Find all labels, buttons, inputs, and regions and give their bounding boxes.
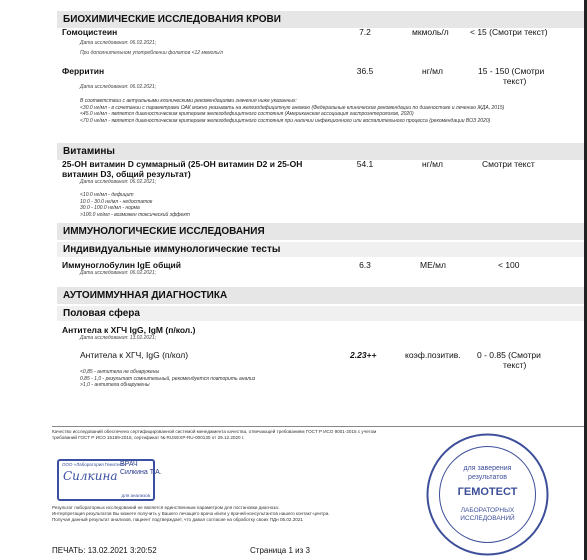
doctor-title: ВРАЧ (120, 461, 138, 468)
disclaimer (52, 505, 412, 523)
test-date-hcg: Дата исследования: 13.02.2021; (80, 335, 157, 341)
vitd-notes (80, 192, 190, 218)
subsection-autoimmune: Половая сфера (57, 306, 584, 321)
print-timestamp: ПЕЧАТЬ: 13.02.2021 3:20:52 (52, 546, 157, 555)
seal-sub-text: ЛАБОРАТОРНЫХ (460, 507, 515, 514)
section-header-biochem: БИОХИМИЧЕСКИЕ ИССЛЕДОВАНИЯ КРОВИ (57, 11, 584, 28)
test-ref-homocysteine: < 15 (Смотри текст) (470, 27, 548, 37)
ferritin-note: В соответствии с актуальными клиническими рекомендациями значения ниже указанных: (80, 98, 297, 104)
test-ref-hcg-igg-line1: 0 - 0.85 (Смотри (477, 350, 541, 360)
test-unit-ferritin: нг/мл (422, 66, 443, 76)
section-header-immuno: ИММУНОЛОГИЧЕСКИЕ ИССЛЕДОВАНИЯ (57, 223, 584, 240)
hcg-note: >1,0 - антитела обнаружены (80, 382, 150, 388)
vitd-note: >100.0 нг/мл - возможен токсический эффект (80, 211, 190, 218)
seal-top-text-2: результатов (468, 474, 507, 481)
test-value-ferritin: 36.5 (356, 66, 374, 76)
test-date-ige: Дата исследования: 06.02.2021; (80, 270, 157, 276)
test-group-name-hcg: Антитела к ХГЧ IgG, IgM (п/кол.) (62, 325, 196, 335)
ferritin-note: <30.0 нг/мл - в сочетании с параметрами ОАК можно указывать на железодефицитную анемию (Федеральные клинические рекомендации по диагностике и лечению ЖДА, 2015) (80, 104, 505, 111)
vitd-note: 30.0 - 100.0 нг/мл - норма (80, 205, 140, 211)
round-seal (425, 432, 550, 557)
quality-line: требований ГОСТ Р ИСО 15189-2015, сертификат № RUSEXP-RU-000130 от 29.12.2020 г. (52, 435, 245, 440)
doctor-signature-block (120, 461, 162, 477)
test-value-ige: 6.3 (359, 260, 371, 270)
hcg-note: 0,85 - 1,0 - результат сомнительный, рекомендуется повторить анализ (80, 375, 256, 382)
quality-line: Качество исследований обеспечено сертифицированной системой менеджмента качества, отвечающей требованиям ГОСТ Р ИСО 9001-2015 с учетом (52, 429, 377, 434)
test-value-vitd: 54.1 (356, 159, 374, 169)
test-name-vitd-line2: витамин D3, общий результат) (62, 169, 191, 179)
ferritin-notes (80, 98, 558, 124)
seal-brand: ГЕМОТЕСТ (457, 486, 518, 498)
stamp-bottom-text: для анализов (121, 493, 150, 498)
hcg-note: <0,85 - антитела не обнаружены (80, 369, 160, 375)
test-unit-vitd: нг/мл (422, 159, 443, 169)
test-unit-hcg-igg: коэф.позитив. (405, 350, 461, 360)
test-name-ige: Иммуноглобулин IgE общий (62, 260, 181, 270)
test-ref-ferritin-line1: 15 - 150 (Смотри (478, 66, 545, 76)
test-name-ferritin: Ферритин (62, 66, 105, 76)
page-number: Страница 1 из 3 (250, 546, 310, 555)
test-unit-ige: МЕ/мл (420, 260, 446, 270)
test-ref-vitd: Смотри текст (482, 159, 535, 169)
test-ref-ige: < 100 (498, 260, 520, 270)
stamp-signature: Силкина (63, 469, 118, 483)
doctor-name: Силкина Т.А. (120, 469, 162, 476)
section-header-autoimmune: АУТОИММУННАЯ ДИАГНОСТИКА (57, 287, 584, 304)
test-ref-ferritin-line2: текст) (503, 76, 527, 86)
seal-sub-text-2: ИССЛЕДОВАНИЙ (460, 515, 515, 522)
stamp-top-text: ООО «Лаборатория Гемотест» (62, 462, 127, 467)
test-name-vitd-line1: 25-ОН витамин D суммарный (25-ОН витамин D2 и 25-ОН (62, 159, 303, 169)
footer-divider (52, 426, 584, 427)
test-name-hcg-igg: Антитела к ХГЧ, IgG (п/кол) (80, 350, 189, 360)
disclaimer-line: Получая данный результат анализов, пациент подтверждает, что давал согласие на обработку своих ПДн 05.02.2021 (52, 517, 303, 522)
test-date-homocysteine: Дата исследования: 06.02.2021; (80, 40, 157, 46)
test-ref-hcg-igg-line2: текст) (503, 360, 527, 370)
hcg-notes (80, 369, 255, 389)
test-date-vitd: Дата исследования: 06.02.2021; (80, 179, 157, 185)
section-header-vitamins: Витамины (57, 143, 584, 160)
test-date-ferritin: Дата исследования: 06.02.2021; (80, 84, 157, 90)
seal-top-text: для заверения (463, 465, 512, 472)
disclaimer-line: Результат лабораторных исследований не является единственным параметром для постановки диагноза. (52, 505, 280, 510)
test-value-homocysteine: 7.2 (359, 27, 371, 37)
disclaimer-line: Интерпретация результатов Вы можете получить у Вашего лечащего врача и/или у врачей-консультантов нашего контакт-центра. (52, 511, 330, 516)
vitd-note: <10.0 нг/мл - дефицит (80, 192, 134, 198)
vitd-note: 10.0 - 30.0 нг/мл - недостаток (80, 198, 153, 205)
test-name-homocysteine: Гомоцистеин (62, 27, 118, 37)
test-unit-homocysteine: мкмоль/л (412, 27, 449, 37)
subsection-immuno: Индивидуальные иммунологические тесты (57, 242, 584, 257)
test-value-hcg-igg: 2.23++ (350, 350, 377, 360)
ferritin-note: <70.0 нг/мл - является диагностическим критерием железодефицитного состояния при наличии инфекционного или воспалительного процесса (рекомендации ВОЗ 2020) (80, 117, 491, 124)
ferritin-note: <45.0 нг/мл - является диагностическим критерием железодефицитного состояния (Американская ассоциация гастроэнтерологов, 2020) (80, 111, 414, 117)
test-note-homocysteine: При дополнительном употреблении фолатов <12 мкмоль/л (80, 50, 223, 56)
